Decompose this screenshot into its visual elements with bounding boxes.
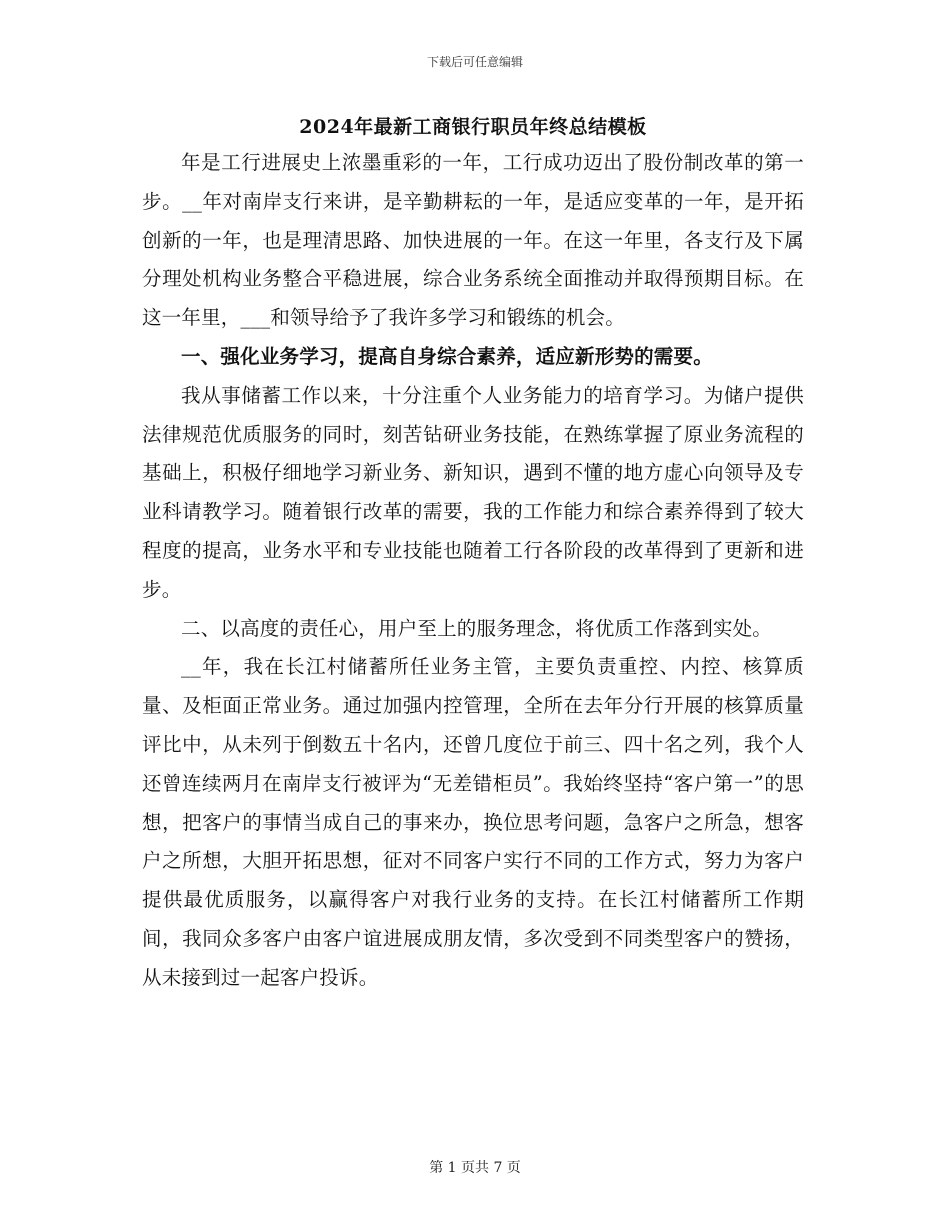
section-heading-2: 二、以高度的责任心，用户至上的服务理念，将优质工作落到实处。	[181, 616, 773, 640]
paragraph-section-2: __年，我在长江村储蓄所任业务主管，主要负责重控、内控、核算质量、及柜面正常业务。通过加强内控管理，全所在去年分行开展的核算质量评比中，从未列于倒数五十名内，还曾几度位于前三、四十名之列，我个人还曾连续两月在南岸支行被评为“无差错柜员”。我始终坚持“客户第一”的思想，把客户的事情当成自己的事来办，换位思考问题，急客户之所急，想客户之所想，大胆开拓思想，征对不同客户实行不同的工作方式，努力为客户提供最优质服务，以赢得客户对我行业务的支持。在长江村储蓄所工作期间，我同众多客户由客户谊进展成朋友情，多次受到不同类型客户的赞扬，从未接到过一起客户投诉。	[142, 655, 804, 989]
document-body	[142, 110, 804, 998]
page-footer-number: 第 1 页共 7 页	[429, 1160, 521, 1176]
document-title: 2024年最新工商银行职员年终总结模板	[299, 116, 647, 138]
page-header-note: 下载后可任意编辑	[426, 55, 523, 69]
paragraph-intro: 年是工行进展史上浓墨重彩的一年，工行成功迈出了股份制改革的第一步。__年对南岸支行来讲，是辛勤耕耘的一年，是适应变革的一年，是开拓创新的一年，也是理清思路、加快进展的一年。在这一年里，各支行及下属分理处机构业务整合平稳进展，综合业务系统全面推动并取得预期目标。在这一年里，___和领导给予了我许多学习和锻练的机会。	[142, 151, 804, 330]
paragraph-section-1: 我从事储蓄工作以来，十分注重个人业务能力的培育学习。为储户提供法律规范优质服务的同时，刻苦钻研业务技能，在熟练掌握了原业务流程的基础上，积极仔细地学习新业务、新知识，遇到不懂的地方虚心向领导及专业科请教学习。随着银行改革的需要，我的工作能力和综合素养得到了较大程度的提高，业务水平和专业技能也随着工行各阶段的改革得到了更新和进步。	[142, 383, 804, 601]
section-heading-1: 一、强化业务学习，提高自身综合素养，适应新形势的需要。	[181, 344, 713, 368]
